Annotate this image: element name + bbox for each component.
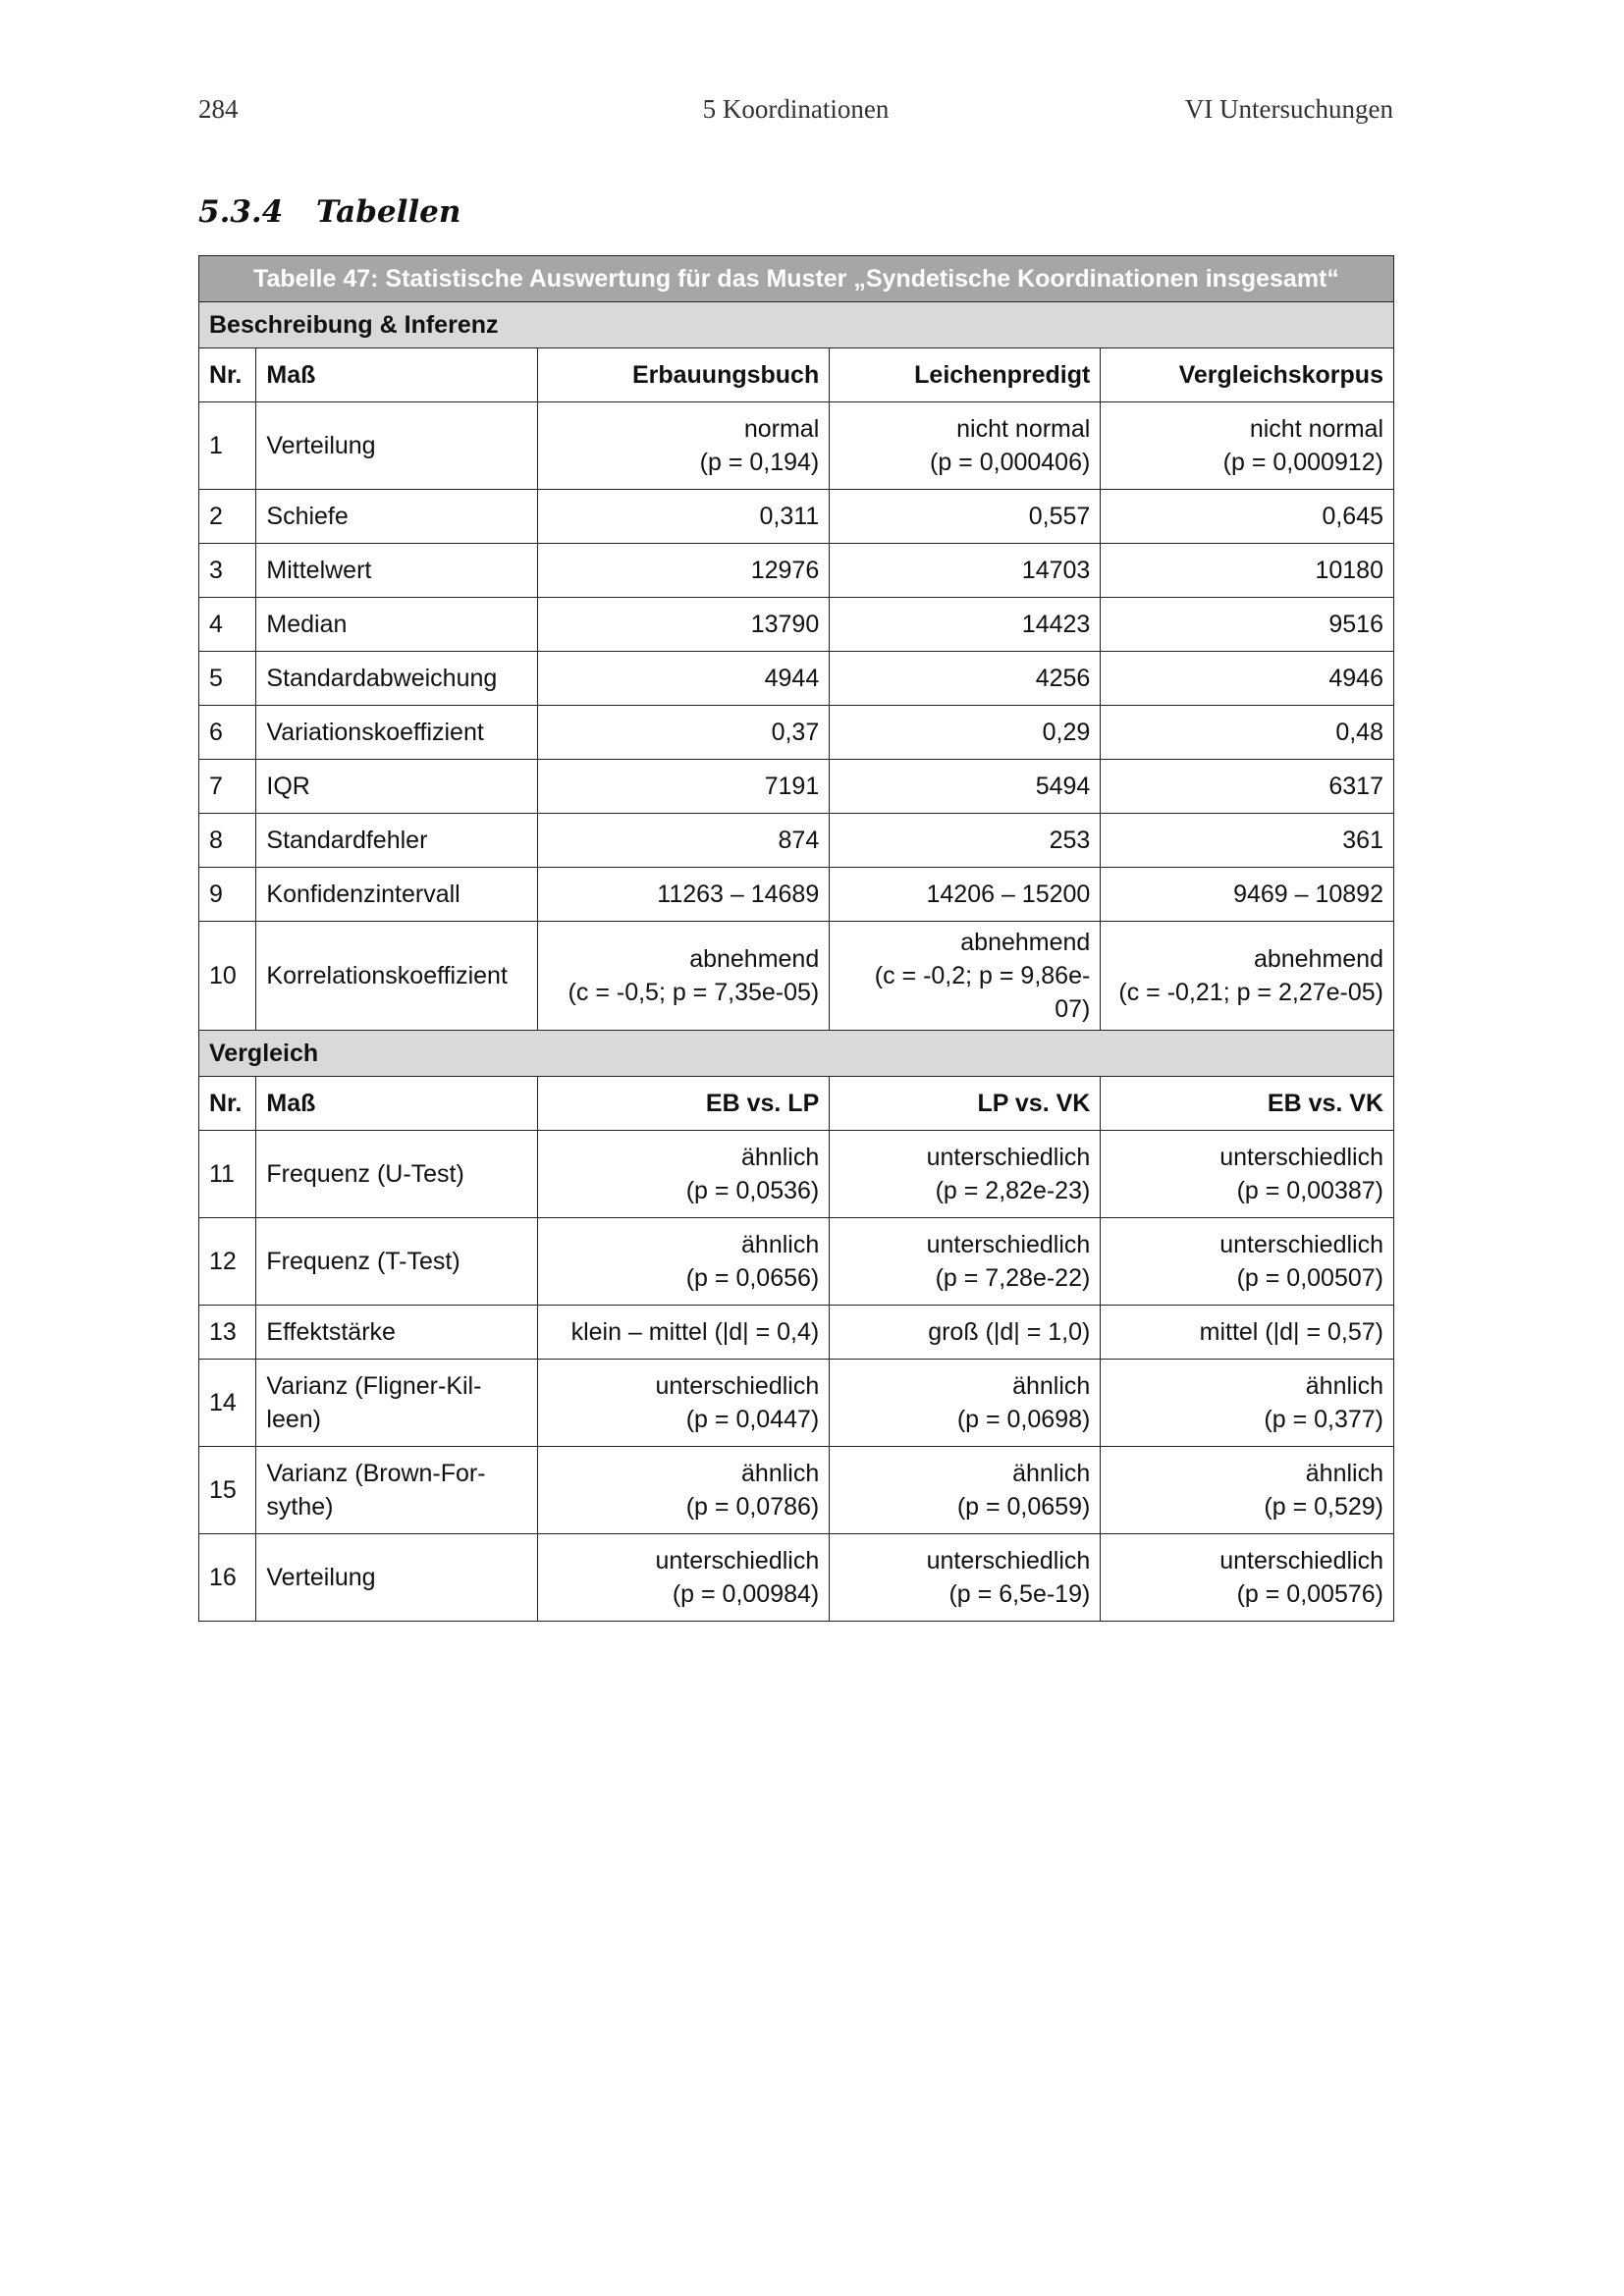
cell-line: ähnlich xyxy=(741,1144,820,1171)
row-number: 1 xyxy=(199,402,256,490)
cell-line: 0,29 xyxy=(1042,719,1091,746)
page-number: 284 xyxy=(198,94,239,124)
header-row xyxy=(199,348,1394,402)
cell-line: (p = 0,000406) xyxy=(930,449,1091,476)
cell-line: (p = 0,00387) xyxy=(1236,1177,1383,1204)
cell-line: 9469 – 10892 xyxy=(1233,881,1383,908)
value-cell xyxy=(537,868,830,922)
cell-line: (p = 0,0447) xyxy=(685,1406,820,1433)
value-cell xyxy=(830,760,1101,814)
cell-line: ähnlich xyxy=(1305,1460,1383,1487)
cell-line: mittel (|d| = 0,57) xyxy=(1199,1318,1383,1346)
cell-line: Frequenz (T-Test) xyxy=(266,1248,460,1275)
table-row xyxy=(199,1306,1394,1360)
value-cell xyxy=(537,922,830,1031)
table-row xyxy=(199,544,1394,598)
measure-cell xyxy=(256,1218,537,1306)
value-cell xyxy=(537,1360,830,1447)
cell-line: 10180 xyxy=(1315,557,1383,584)
row-number: 8 xyxy=(199,814,256,868)
cell-line: Schiefe xyxy=(266,503,349,530)
cell-line: abnehmend xyxy=(689,945,820,973)
cell-line: (p = 7,28e-22) xyxy=(935,1264,1091,1292)
value-cell xyxy=(537,1447,830,1534)
table-row xyxy=(199,1360,1394,1447)
cell-line: ähnlich xyxy=(741,1460,820,1487)
value-cell xyxy=(830,1306,1101,1360)
value-cell xyxy=(537,402,830,490)
row-number: 3 xyxy=(199,544,256,598)
value-cell xyxy=(830,922,1101,1031)
row-number: 13 xyxy=(199,1306,256,1360)
value-cell xyxy=(830,1447,1101,1534)
value-cell xyxy=(1101,1534,1394,1622)
measure-cell xyxy=(256,1534,537,1622)
measure-cell xyxy=(256,868,537,922)
cell-line: leen) xyxy=(266,1406,321,1433)
table-row xyxy=(199,1131,1394,1218)
value-cell xyxy=(1101,490,1394,544)
cell-line: Mittelwert xyxy=(266,557,372,584)
value-cell xyxy=(830,868,1101,922)
cell-line: 14703 xyxy=(1021,557,1091,584)
cell-line: 5494 xyxy=(1035,773,1091,800)
column-header: Vergleichskorpus xyxy=(1101,348,1394,402)
cell-line: (c = -0,21; p = 2,27e-05) xyxy=(1118,979,1383,1006)
cell-line: abnehmend xyxy=(960,929,1091,956)
cell-line: (c = -0,5; p = 7,35e-05) xyxy=(568,979,820,1006)
cell-line: (c = -0,2; p = 9,86e-07) xyxy=(874,962,1091,1023)
table-row xyxy=(199,402,1394,490)
table-row xyxy=(199,868,1394,922)
value-cell xyxy=(830,1218,1101,1306)
cell-line: 12976 xyxy=(750,557,820,584)
value-cell xyxy=(830,1360,1101,1447)
value-cell xyxy=(830,490,1101,544)
cell-line: 0,557 xyxy=(1028,503,1091,530)
cell-line: Standardabweichung xyxy=(266,665,498,692)
row-number: 14 xyxy=(199,1360,256,1447)
value-cell xyxy=(830,814,1101,868)
cell-line: 13790 xyxy=(750,611,820,638)
cell-line: 253 xyxy=(1049,827,1091,854)
cell-line: (p = 6,5e-19) xyxy=(948,1580,1091,1608)
measure-cell xyxy=(256,760,537,814)
measure-cell xyxy=(256,402,537,490)
value-cell xyxy=(1101,652,1394,706)
value-cell xyxy=(537,814,830,868)
measure-cell xyxy=(256,544,537,598)
value-cell xyxy=(830,1131,1101,1218)
row-number: 9 xyxy=(199,868,256,922)
cell-line: 14206 – 15200 xyxy=(926,881,1091,908)
value-cell xyxy=(537,760,830,814)
value-cell xyxy=(1101,1218,1394,1306)
measure-cell xyxy=(256,652,537,706)
measure-cell xyxy=(256,598,537,652)
cell-line: unterschiedlich xyxy=(655,1372,820,1400)
value-cell xyxy=(1101,706,1394,760)
section-title: Vergleich xyxy=(199,1031,1394,1077)
cell-line: Konfidenzintervall xyxy=(266,881,460,908)
table-row xyxy=(199,1218,1394,1306)
value-cell xyxy=(830,402,1101,490)
table-row xyxy=(199,652,1394,706)
column-header: Leichenpredigt xyxy=(830,348,1101,402)
value-cell xyxy=(1101,760,1394,814)
cell-line: 874 xyxy=(778,827,820,854)
cell-line: (p = 0,0536) xyxy=(685,1177,820,1204)
part-title: VI Untersuchungen xyxy=(1184,94,1393,124)
value-cell xyxy=(537,1218,830,1306)
column-header: Maß xyxy=(256,1077,537,1131)
row-number: 5 xyxy=(199,652,256,706)
value-cell xyxy=(1101,1131,1394,1218)
section-number: 5.3.4 xyxy=(198,194,284,230)
measure-cell xyxy=(256,1131,537,1218)
section-heading xyxy=(198,194,460,230)
cell-line: normal xyxy=(743,415,820,443)
table-row xyxy=(199,1447,1394,1534)
cell-line: (p = 0,00576) xyxy=(1236,1580,1383,1608)
measure-cell xyxy=(256,490,537,544)
measure-cell xyxy=(256,1306,537,1360)
cell-line: 4946 xyxy=(1328,665,1383,692)
row-number: 10 xyxy=(199,922,256,1031)
row-number: 15 xyxy=(199,1447,256,1534)
table-row xyxy=(199,490,1394,544)
cell-line: unterschiedlich xyxy=(926,1144,1091,1171)
cell-line: unterschiedlich xyxy=(1219,1547,1383,1575)
cell-line: klein – mittel (|d| = 0,4) xyxy=(570,1318,820,1346)
cell-line: (p = 0,000912) xyxy=(1222,449,1383,476)
row-number: 12 xyxy=(199,1218,256,1306)
table-caption: Tabelle 47: Statistische Auswertung für das Muster „Syndetische Koordinationen insgesamt“ xyxy=(199,256,1394,302)
row-number: 4 xyxy=(199,598,256,652)
cell-line: unterschiedlich xyxy=(1219,1231,1383,1258)
cell-line: (p = 0,00984) xyxy=(672,1580,820,1608)
column-header: LP vs. VK xyxy=(830,1077,1101,1131)
value-cell xyxy=(537,490,830,544)
cell-line: 7191 xyxy=(764,773,820,800)
cell-line: unterschiedlich xyxy=(926,1547,1091,1575)
column-header: EB vs. LP xyxy=(537,1077,830,1131)
table-row xyxy=(199,1534,1394,1622)
cell-line: (p = 0,194) xyxy=(699,449,820,476)
value-cell xyxy=(537,1306,830,1360)
cell-line: ähnlich xyxy=(1012,1372,1091,1400)
table-caption-row xyxy=(199,256,1394,302)
value-cell xyxy=(1101,1306,1394,1360)
cell-line: IQR xyxy=(266,773,310,800)
cell-line: 14423 xyxy=(1021,611,1091,638)
table-row xyxy=(199,922,1394,1031)
value-cell xyxy=(830,652,1101,706)
value-cell xyxy=(1101,1447,1394,1534)
section-row xyxy=(199,1031,1394,1077)
cell-line: Frequenz (U-Test) xyxy=(266,1160,464,1188)
cell-line: ähnlich xyxy=(1305,1372,1383,1400)
measure-cell xyxy=(256,706,537,760)
cell-line: 0,645 xyxy=(1322,503,1383,530)
cell-line: (p = 0,0786) xyxy=(685,1493,820,1521)
statistics-table xyxy=(198,255,1394,1622)
cell-line: Verteilung xyxy=(266,432,376,459)
cell-line: (p = 0,529) xyxy=(1264,1493,1383,1521)
value-cell xyxy=(1101,1360,1394,1447)
value-cell xyxy=(537,706,830,760)
cell-line: Standardfehler xyxy=(266,827,428,854)
table-row xyxy=(199,760,1394,814)
cell-line: Varianz (Brown-For- xyxy=(266,1460,486,1487)
cell-line: sythe) xyxy=(266,1493,334,1521)
cell-line: (p = 0,0656) xyxy=(685,1264,820,1292)
value-cell xyxy=(830,598,1101,652)
column-header: Maß xyxy=(256,348,537,402)
measure-cell xyxy=(256,814,537,868)
cell-line: 0,37 xyxy=(771,719,820,746)
section-row xyxy=(199,302,1394,348)
value-cell xyxy=(830,1534,1101,1622)
cell-line: 11263 – 14689 xyxy=(657,881,820,908)
row-number: 11 xyxy=(199,1131,256,1218)
value-cell xyxy=(537,1131,830,1218)
column-header: Nr. xyxy=(199,348,256,402)
value-cell xyxy=(537,598,830,652)
cell-line: Median xyxy=(266,611,348,638)
table-row xyxy=(199,598,1394,652)
cell-line: 6317 xyxy=(1328,773,1383,800)
header-row xyxy=(199,1077,1394,1131)
value-cell xyxy=(830,544,1101,598)
running-head xyxy=(198,94,1393,133)
cell-line: (p = 0,0659) xyxy=(956,1493,1091,1521)
measure-cell xyxy=(256,922,537,1031)
cell-line: Effektstärke xyxy=(266,1318,396,1346)
cell-line: (p = 2,82e-23) xyxy=(935,1177,1091,1204)
section-title: Beschreibung & Inferenz xyxy=(199,302,1394,348)
value-cell xyxy=(1101,598,1394,652)
value-cell xyxy=(1101,402,1394,490)
measure-cell xyxy=(256,1360,537,1447)
cell-line: 0,48 xyxy=(1335,719,1383,746)
cell-line: (p = 0,0698) xyxy=(956,1406,1091,1433)
cell-line: (p = 0,00507) xyxy=(1236,1264,1383,1292)
section-title: Tabellen xyxy=(316,194,461,230)
value-cell xyxy=(1101,544,1394,598)
table-row xyxy=(199,814,1394,868)
row-number: 6 xyxy=(199,706,256,760)
value-cell xyxy=(537,1534,830,1622)
measure-cell xyxy=(256,1447,537,1534)
cell-line: 9516 xyxy=(1328,611,1383,638)
cell-line: nicht normal xyxy=(956,415,1091,443)
row-number: 7 xyxy=(199,760,256,814)
cell-line: unterschiedlich xyxy=(655,1547,820,1575)
table-row xyxy=(199,706,1394,760)
cell-line: abnehmend xyxy=(1253,945,1383,973)
column-header: Nr. xyxy=(199,1077,256,1131)
cell-line: 0,311 xyxy=(759,503,820,530)
value-cell xyxy=(537,544,830,598)
cell-line: 4256 xyxy=(1035,665,1091,692)
column-header: Erbauungsbuch xyxy=(537,348,830,402)
value-cell xyxy=(1101,868,1394,922)
cell-line: 361 xyxy=(1342,827,1383,854)
value-cell xyxy=(830,706,1101,760)
cell-line: ähnlich xyxy=(741,1231,820,1258)
cell-line: nicht normal xyxy=(1249,415,1383,443)
cell-line: Variationskoeffizient xyxy=(266,719,484,746)
cell-line: Korrelationskoeffizient xyxy=(266,962,508,989)
cell-line: (p = 0,377) xyxy=(1264,1406,1383,1433)
cell-line: Varianz (Fligner-Kil- xyxy=(266,1372,482,1400)
cell-line: Verteilung xyxy=(266,1564,376,1591)
value-cell xyxy=(1101,922,1394,1031)
cell-line: groß (|d| = 1,0) xyxy=(928,1318,1091,1346)
value-cell xyxy=(1101,814,1394,868)
cell-line: ähnlich xyxy=(1012,1460,1091,1487)
row-number: 16 xyxy=(199,1534,256,1622)
value-cell xyxy=(537,652,830,706)
cell-line: unterschiedlich xyxy=(926,1231,1091,1258)
column-header: EB vs. VK xyxy=(1101,1077,1394,1131)
chapter-title: 5 Koordinationen xyxy=(702,94,890,124)
row-number: 2 xyxy=(199,490,256,544)
cell-line: 4944 xyxy=(764,665,820,692)
cell-line: unterschiedlich xyxy=(1219,1144,1383,1171)
